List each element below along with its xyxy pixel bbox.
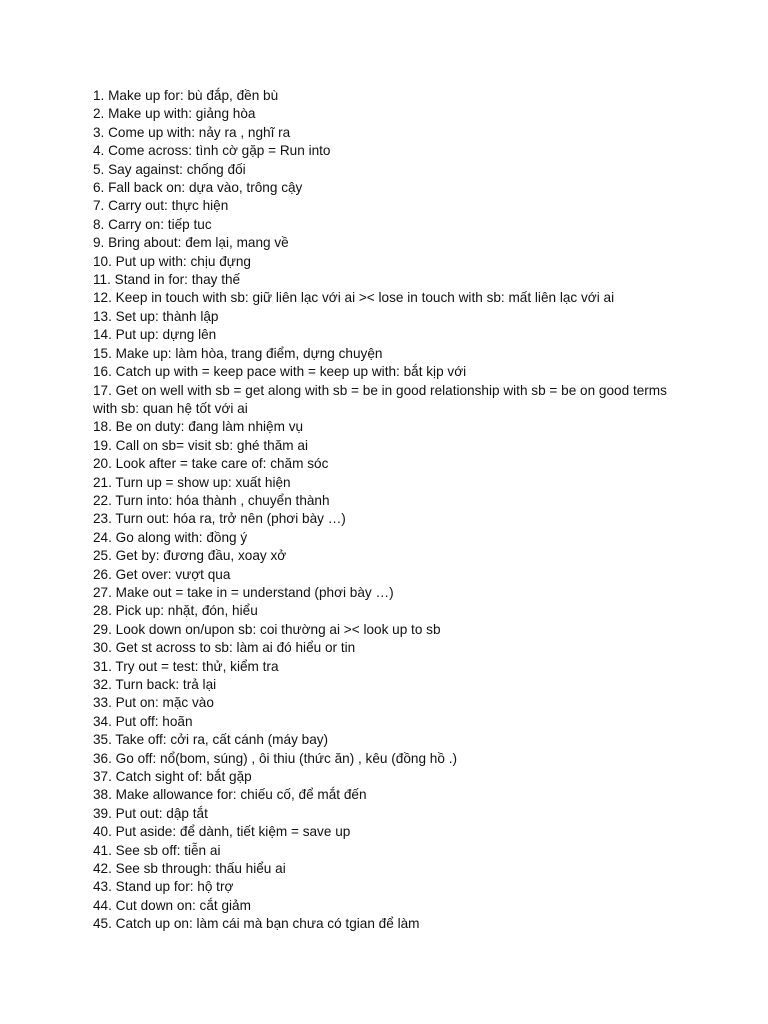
list-item: 10. Put up with: chịu đựng <box>93 253 251 269</box>
list-item: 40. Put aside: để dành, tiết kiệm = save up <box>93 824 351 840</box>
list-item: 22. Turn into: hóa thành , chuyển thành <box>93 492 330 508</box>
list-item: 4. Come across: tình cờ gặp = Run into <box>93 143 331 159</box>
list-item: 24. Go along with: đồng ý <box>93 529 248 545</box>
list-item: 20. Look after = take care of: chăm sóc <box>93 456 329 472</box>
list-item: 1. Make up for: bù đắp, đền bù <box>93 88 279 103</box>
list-item: 42. See sb through: thấu hiểu ai <box>93 861 286 877</box>
list-item: 27. Make out = take in = understand (phơi bày …) <box>93 584 394 600</box>
list-item: 39. Put out: dập tắt <box>93 805 208 821</box>
list-item: 36. Go off: nổ(bom, súng) , ôi thiu (thức ăn) , kêu (đồng hồ .) <box>93 750 457 766</box>
list-item: 15. Make up: làm hòa, trang điểm, dựng chuyện <box>93 345 383 361</box>
list-item: 17. Get on well with sb = get along with sb = be in good relationship with sb = be on good terms with sb: quan hệ tốt với ai <box>93 382 667 416</box>
list-item: 7. Carry out: thực hiện <box>93 198 229 214</box>
list-item: 2. Make up with: giảng hòa <box>93 106 256 122</box>
list-item: 23. Turn out: hóa ra, trở nên (phơi bày …) <box>93 511 346 527</box>
list-item: 37. Catch sight of: bắt gặp <box>93 769 252 785</box>
phrasal-verb-list <box>93 87 693 934</box>
list-item: 8. Carry on: tiếp tuc <box>93 216 212 232</box>
list-item: 43. Stand up for: hộ trợ <box>93 879 234 895</box>
list-item: 14. Put up: dựng lên <box>93 327 217 343</box>
list-item: 21. Turn up = show up: xuất hiện <box>93 474 291 490</box>
list-item: 35. Take off: cởi ra, cất cánh (máy bay) <box>93 732 329 748</box>
list-item: 44. Cut down on: cắt giảm <box>93 897 251 913</box>
list-item: 12. Keep in touch with sb: giữ liên lạc với ai >< lose in touch with sb: mất liên lạc với ai <box>93 290 615 306</box>
list-item: 32. Turn back: trả lại <box>93 677 217 692</box>
list-item: 29. Look down on/upon sb: coi thường ai >< look up to sb <box>93 621 441 637</box>
list-item: 13. Set up: thành lập <box>93 308 219 324</box>
list-item: 6. Fall back on: dựa vào, trông cậy <box>93 180 303 196</box>
list-item: 28. Pick up: nhặt, đón, hiểu <box>93 603 258 619</box>
list-item: 45. Catch up on: làm cái mà bạn chưa có tgian để làm <box>93 916 420 932</box>
list-item: 5. Say against: chống đối <box>93 161 246 177</box>
list-item: 9. Bring about: đem lại, mang về <box>93 235 289 251</box>
list-item: 41. See sb off: tiễn ai <box>93 842 221 858</box>
list-item: 31. Try out = test: thử, kiểm tra <box>93 658 279 674</box>
list-item: 19. Call on sb= visit sb: ghé thăm ai <box>93 437 308 453</box>
list-item: 3. Come up with: nảy ra , nghĩ ra <box>93 124 291 140</box>
list-item: 34. Put off: hoãn <box>93 713 193 729</box>
list-item: 25. Get by: đương đầu, xoay xở <box>93 548 287 564</box>
list-item: 18. Be on duty: đang làm nhiệm vụ <box>93 419 304 435</box>
list-item: 16. Catch up with = keep pace with = keep up with: bắt kịp với <box>93 364 467 380</box>
list-item: 38. Make allowance for: chiếu cố, để mắt đến <box>93 787 367 803</box>
list-item: 30. Get st across to sb: làm ai đó hiểu or tin <box>93 640 356 656</box>
list-item: 26. Get over: vượt qua <box>93 566 231 582</box>
list-item: 33. Put on: mặc vào <box>93 695 214 711</box>
list-item: 11. Stand in for: thay thế <box>93 272 241 288</box>
